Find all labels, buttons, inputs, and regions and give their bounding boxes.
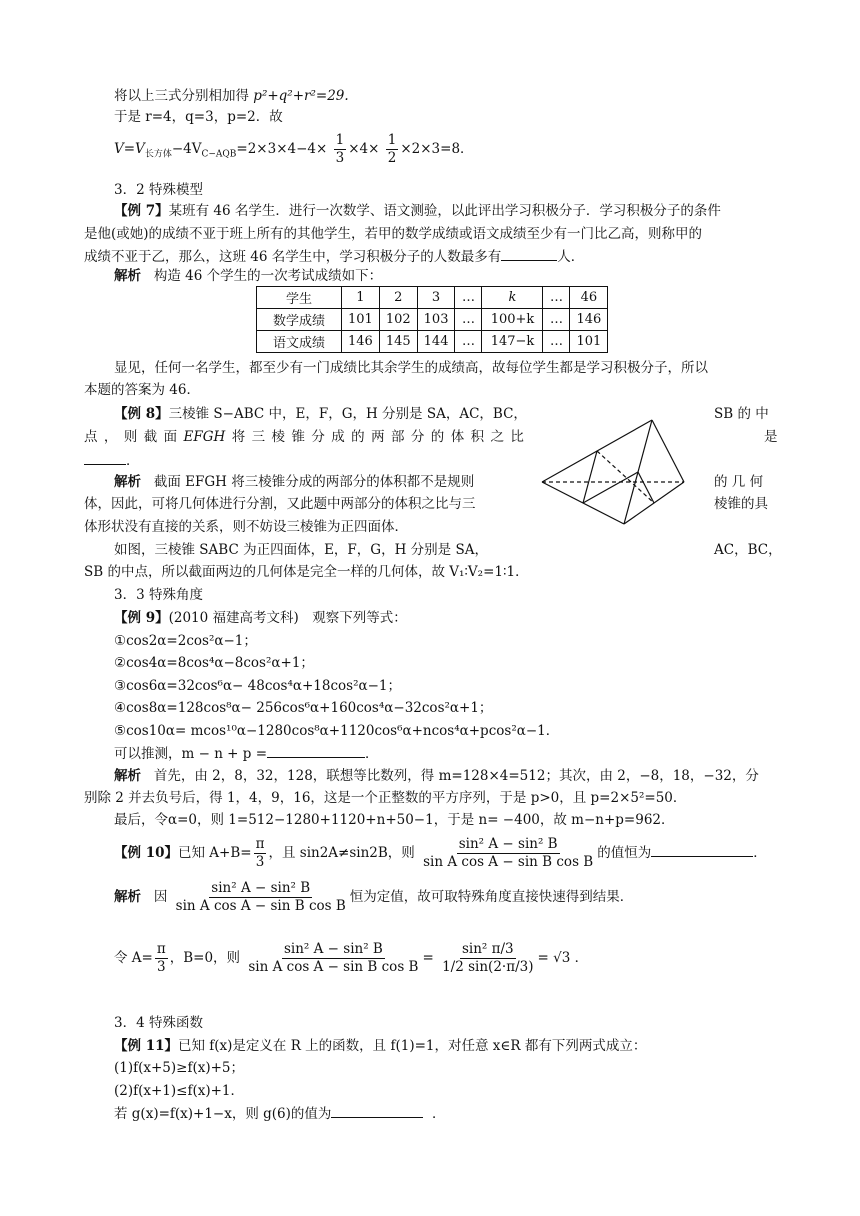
- example-label: 【例 8】: [114, 406, 169, 422]
- fraction: [174, 880, 348, 915]
- denominator: 3: [255, 854, 265, 870]
- eq-part: ×2×3=8．: [400, 141, 474, 157]
- text-line: (2)f(x+1)≤f(x)+1．: [114, 1083, 245, 1099]
- analysis-label: 解析: [114, 268, 141, 284]
- analysis-label: 解析: [114, 768, 141, 784]
- numerator: 1: [387, 132, 397, 148]
- table-cell: 2: [379, 287, 417, 309]
- equation-line: ④cos8α=128cos⁸α− 256cos⁶α+160cos⁴α−32cos²α+1；: [114, 700, 493, 716]
- fraction: [254, 836, 267, 871]
- table-cell: 144: [417, 331, 455, 353]
- char: 比: [510, 429, 524, 445]
- char: 点: [84, 429, 98, 445]
- equation-line: ②cos4α=8cos⁴α−8cos²α+1；: [114, 655, 314, 671]
- table-cell: …: [543, 309, 570, 331]
- char: 部: [390, 429, 405, 445]
- text: 成绩不亚于乙，那么，这班 46 名学生中，学习积极分子的人数最多有: [84, 249, 502, 265]
- table-cell: 146: [570, 309, 608, 331]
- table-row: [257, 331, 608, 353]
- table-cell: k: [482, 287, 543, 309]
- denominator: 2: [387, 150, 397, 166]
- text: ．: [432, 1106, 446, 1122]
- table-cell: 1: [342, 287, 380, 309]
- char: 两: [371, 429, 385, 445]
- fraction: [386, 132, 399, 167]
- score-table: [256, 286, 608, 353]
- example-label: 【例 11】: [114, 1038, 178, 1054]
- char: 分: [311, 429, 325, 445]
- text: (2010 福建高考文科) 观察下列等式：: [168, 610, 407, 626]
- denominator: [440, 959, 535, 976]
- char: 截: [143, 429, 158, 445]
- text-line: 于是 r=4，q=3，p=2．故: [114, 109, 283, 125]
- text-line: 最后，令α=0，则 1=512−1280+1120+n+50−1，于是 n= −400，故 m−n+p=962．: [114, 812, 675, 828]
- text-line: 别除 2 并去负号后，得 1，4，9，16，这是一个正整数的平方序列，于是 p>0，且 p=2×5²=50．: [84, 790, 687, 806]
- char: 之: [490, 429, 504, 445]
- text-line: [114, 86, 349, 106]
- table-cell: 146: [342, 331, 380, 353]
- text-line: 本题的答案为 46．: [84, 382, 200, 398]
- text-line: [84, 246, 584, 267]
- text: ．: [126, 453, 140, 469]
- text: 已知 f(x)是定义在 R 上的函数，且 f(1)=1，对任意 x∈R 都有下列两式成立：: [178, 1038, 647, 1054]
- table-cell: …: [455, 309, 482, 331]
- char: 棱: [271, 429, 286, 445]
- table-cell: 100+k: [482, 309, 543, 331]
- table-cell: 语文成绩: [257, 331, 342, 353]
- equation-line: ①cos2α=2cos²α−1；: [114, 633, 257, 649]
- table-row: [257, 309, 608, 331]
- denominator: 3: [157, 959, 166, 975]
- equation-line: ③cos6α=32cos⁶α− 48cos⁴α+18cos²α−1；: [114, 678, 402, 694]
- table-cell: 学生: [257, 287, 342, 309]
- text-line: [114, 472, 474, 492]
- text-line: [114, 201, 721, 221]
- table-cell: 103: [417, 309, 455, 331]
- fraction: [440, 941, 535, 976]
- text-line: [114, 1036, 646, 1056]
- denominator: 3: [335, 150, 345, 166]
- text: 首先，由 2，8，32，128，联想等比数列，得 m=128×4=512；其次，由 2，−8，18，−32，分: [153, 768, 759, 784]
- table-cell: …: [455, 287, 482, 309]
- eq-sub: C−AQB: [201, 149, 237, 160]
- char: 将: [231, 429, 246, 445]
- text: ，且 sin2A≠sin2B，则: [268, 845, 415, 861]
- table-cell: 145: [379, 331, 417, 353]
- text: 构造 46 个学生的一次考试成绩如下：: [153, 268, 383, 284]
- char: ，: [103, 429, 118, 445]
- text-line: (1)f(x+5)≥f(x)+5；: [114, 1060, 245, 1076]
- edge: [652, 420, 684, 482]
- char: 则: [123, 429, 138, 445]
- table-cell: 101: [570, 331, 608, 353]
- denominator: sin A cos A − sin B cos B: [248, 959, 419, 975]
- equation: p²+q²+r²=29.: [253, 88, 349, 104]
- text: 可以推测，m − n + p =: [114, 746, 268, 762]
- fraction: [334, 132, 347, 167]
- fraction: [155, 941, 168, 976]
- text: 令 A=: [114, 950, 153, 966]
- analysis-label: 解析: [114, 889, 141, 905]
- text-line: 体，因此，可将几何体进行分割，又此题中两部分的体积之比与三: [84, 496, 476, 512]
- volume-equation: [114, 130, 474, 174]
- text-line: 体形状没有直接的关系，则不妨设三棱锥为正四面体．: [84, 519, 408, 535]
- text: 人．: [557, 249, 585, 265]
- text: 将以上三式分别相加得: [114, 88, 249, 104]
- table-cell: 数学成绩: [257, 309, 342, 331]
- numerator: π: [156, 941, 166, 957]
- eq-part: =2×3×4−4×: [236, 141, 328, 157]
- numerator: sin² A − sin² B: [283, 941, 383, 957]
- numerator: π: [255, 836, 265, 852]
- table-cell: 101: [342, 309, 380, 331]
- text: ．: [753, 845, 767, 861]
- text-line: 如图，三棱锥 SABC 为正四面体，E，F，G，H 分别是 SA，: [114, 542, 488, 558]
- equation-line: ⑤cos10α= mcos¹⁰α−1280cos⁸α+1120cos⁶α+ncos⁴α+pcos²α−1．: [114, 723, 560, 739]
- text-line: [114, 404, 527, 424]
- table-cell: …: [543, 287, 570, 309]
- text-line: [114, 876, 633, 918]
- example-label: 【例 10】: [114, 845, 178, 861]
- numerator: sin² π/3: [461, 941, 514, 957]
- char: 积: [470, 429, 485, 445]
- table-cell: …: [543, 331, 570, 353]
- table-row: [257, 287, 608, 309]
- section-heading: 3．3 特殊角度: [114, 587, 203, 603]
- answer-blank: [84, 450, 126, 465]
- char: 三: [251, 429, 266, 445]
- answer-blank: [267, 743, 365, 758]
- section-line: [638, 472, 654, 503]
- text: 若 g(x)=f(x)+1−x，则 g(6)的值为: [114, 1106, 332, 1122]
- numerator: sin² A − sin² B: [458, 836, 558, 852]
- section-line: [583, 472, 638, 503]
- text: 因: [153, 889, 168, 905]
- table-cell: 102: [379, 309, 417, 331]
- table-cell: 46: [570, 287, 608, 309]
- char: 面: [163, 429, 178, 445]
- char: 成: [331, 429, 345, 445]
- eq-part: −4V: [171, 141, 202, 157]
- text-line: [114, 608, 407, 628]
- text-line: [114, 743, 379, 764]
- text: ．: [365, 746, 379, 762]
- text-line: [84, 450, 140, 471]
- text: 恒为定值，故可取特殊角度直接快速得到结果．: [349, 889, 634, 905]
- text: =: [422, 950, 434, 966]
- fraction: [421, 836, 595, 871]
- text-line: 的 几 何: [714, 474, 764, 490]
- denominator-part: 1/2: [442, 959, 464, 975]
- answer-blank: [651, 842, 753, 857]
- section-line: [597, 451, 654, 503]
- section-line: [583, 451, 597, 503]
- denominator: sin A cos A − sin B cos B: [423, 854, 594, 870]
- text-line: [114, 266, 382, 286]
- text-line-justified: [84, 427, 524, 447]
- analysis-label: 解析: [114, 474, 141, 490]
- text-line: SB 的中点，所以截面两边的几何体是完全一样的几何体，故 V₁∶V₂=1∶1．: [84, 564, 529, 580]
- char: EFGH: [183, 429, 226, 445]
- denominator-part: sin(2·π/3): [468, 959, 534, 975]
- text-line: 棱锥的具: [714, 496, 768, 512]
- text-line: [114, 832, 767, 874]
- fraction: [246, 941, 420, 976]
- char: 的: [430, 429, 445, 445]
- text-line: 是: [764, 429, 778, 445]
- text-line: [114, 1103, 446, 1124]
- answer-blank: [331, 1103, 423, 1118]
- text: ，B=0，则: [169, 950, 241, 966]
- char: 体: [450, 429, 465, 445]
- text: 已知 A+B=: [178, 845, 252, 861]
- numerator: 1: [335, 132, 345, 148]
- text: 三棱锥 S−ABC 中，E，F，G，H 分别是 SA，AC，BC，: [168, 406, 527, 422]
- text-line: AC，BC，: [714, 542, 782, 558]
- text: = √3 ．: [537, 950, 589, 966]
- text-line: SB 的 中: [714, 406, 769, 422]
- section-heading: 3．2 特殊模型: [114, 182, 203, 198]
- eq-sub: 长方体: [144, 149, 172, 160]
- table-cell: 3: [417, 287, 455, 309]
- eq-part: V=V: [114, 141, 145, 157]
- text: 某班有 46 名学生．进行一次数学、语文测验，以此评出学习积极分子．学习积极分子的条件: [168, 203, 721, 219]
- example-label: 【例 9】: [114, 610, 169, 626]
- section-heading: 3．4 特殊函数: [114, 1015, 203, 1031]
- text-line: 是他(或她)的成绩不亚于班上所有的其他学生，若甲的数学成绩或语文成绩至少有一门比乙高，则称甲的: [84, 226, 703, 242]
- text-line: 显见，任何一名学生，都至少有一门成绩比其余学生的成绩高，故每位学生都是学习积极分子，所以: [114, 360, 708, 376]
- numerator: sin² A − sin² B: [211, 880, 311, 896]
- table-cell: …: [455, 331, 482, 353]
- denominator: sin A cos A − sin B cos B: [175, 898, 346, 914]
- text: 的值恒为: [597, 845, 652, 861]
- example-label: 【例 7】: [114, 203, 169, 219]
- text-line: [114, 930, 588, 986]
- char: 分: [410, 429, 425, 445]
- eq-part: ×4×: [348, 141, 380, 157]
- text-line: [114, 766, 759, 786]
- triangular-pyramid-figure: [538, 418, 688, 530]
- char: 锥: [291, 429, 305, 445]
- answer-blank: [501, 246, 557, 261]
- table-cell: 147−k: [482, 331, 543, 353]
- text: 截面 EFGH 将三棱锥分成的两部分的体积都不是规则: [153, 474, 475, 490]
- char: 的: [351, 429, 365, 445]
